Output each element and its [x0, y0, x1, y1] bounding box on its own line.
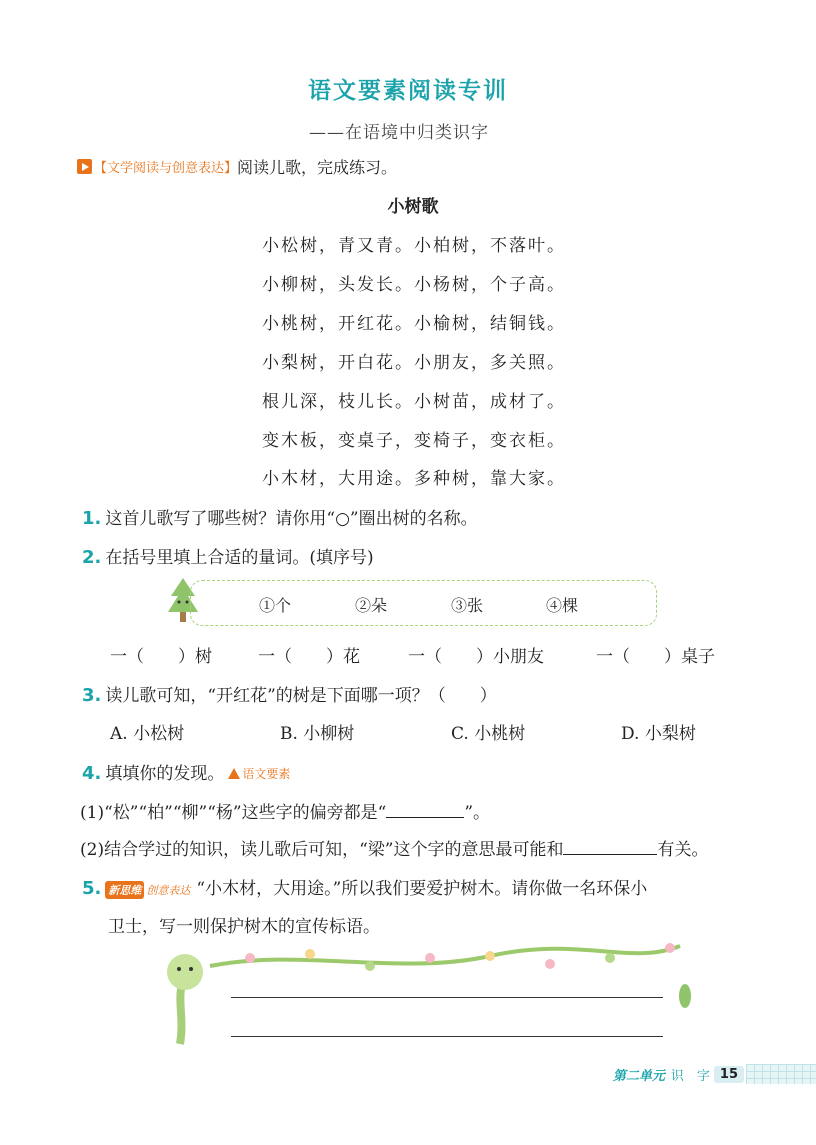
- question-number: 2.: [82, 547, 102, 568]
- poem-line: 变木板，变桌子，变椅子，变衣柜。: [262, 431, 566, 451]
- badge-label: 语文要素: [242, 767, 291, 781]
- poem-line: 小桃树，开红花。小榆树，结铜钱。: [262, 314, 566, 334]
- new-thinking-badge: [105, 881, 190, 899]
- footer-unit: 第二单元: [612, 1069, 665, 1084]
- question-text: 这首儿歌写了哪些树？请你用“○”圈出树的名称。: [105, 509, 478, 529]
- page-footer: [613, 1065, 744, 1084]
- vine-decoration-icon: [150, 936, 700, 1048]
- section-instruction: 阅读儿歌，完成练习。: [237, 158, 398, 177]
- part-text: (2)结合学过的知识，读儿歌后可知，“梁”这个字的意思最可能和: [80, 840, 564, 860]
- play-icon: [77, 159, 92, 174]
- choice-a[interactable]: A. 小松树: [110, 724, 185, 744]
- part-text: (1)“松”“柏”“柳”“杨”这些字的偏旁都是“: [80, 803, 387, 823]
- fill-blank[interactable]: 一（ ）小朋友: [408, 647, 544, 667]
- question-number: 5.: [82, 878, 102, 899]
- fill-blank[interactable]: 一（ ）桌子: [596, 647, 715, 667]
- poem-line: 小松树，青又青。小柏树，不落叶。: [262, 236, 566, 256]
- question-4-part-1: [80, 798, 490, 823]
- footer-section: 识 字: [670, 1069, 710, 1084]
- answer-line[interactable]: [231, 1036, 663, 1037]
- answer-blank[interactable]: [563, 854, 657, 855]
- part-text: 有关。: [657, 840, 709, 860]
- option: ③张: [451, 596, 484, 615]
- page-subtitle: ——在语境中归类识字: [309, 123, 489, 143]
- page-number: 15: [714, 1066, 744, 1083]
- question-number: 4.: [82, 763, 102, 784]
- section-header: [77, 155, 397, 178]
- question-text: 填填你的发现。: [105, 764, 225, 784]
- question-5: [82, 874, 647, 899]
- poem-line: 小梨树，开白花。小朋友，多关照。: [262, 353, 566, 373]
- question-1: [82, 504, 478, 529]
- question-3: [82, 681, 497, 706]
- answer-line[interactable]: [231, 997, 663, 998]
- question-4-part-2: [80, 835, 708, 860]
- poem-line: 根儿深，枝儿长。小树苗，成材了。: [262, 392, 566, 412]
- question-number: 3.: [82, 685, 102, 706]
- question-4: [82, 759, 290, 784]
- answer-blank[interactable]: [386, 817, 464, 818]
- page-title: 语文要素阅读专训: [308, 78, 508, 104]
- poem-line: 小柳树，头发长。小杨树，个子高。: [262, 275, 566, 295]
- fill-blank[interactable]: 一（ ）花: [258, 647, 360, 667]
- warning-icon: [228, 768, 240, 779]
- question-2: [82, 543, 374, 568]
- option: ①个: [259, 596, 292, 615]
- footer-grid: [746, 1064, 816, 1084]
- option: ④棵: [546, 596, 579, 615]
- option: ②朵: [355, 596, 388, 615]
- badge-label: 创意表达: [146, 884, 191, 897]
- poem-line: 小木材，大用途。多种树，靠大家。: [262, 469, 566, 489]
- fill-blank[interactable]: 一（ ）树: [110, 647, 212, 667]
- poem-title: 小树歌: [387, 197, 439, 217]
- question-text: 在括号里填上合适的量词。(填序号): [105, 548, 374, 568]
- question-text: 读儿歌可知，“开红花”的树是下面哪一项？（ ）: [105, 686, 497, 706]
- question-5-cont: 卫士，写一则保护树木的宣传标语。: [108, 917, 380, 937]
- choice-c[interactable]: C. 小桃树: [451, 724, 526, 744]
- choice-d[interactable]: D. 小梨树: [621, 724, 696, 744]
- question-text: “小木材，大用途。”所以我们要爱护树木。请你做一名环保小: [196, 879, 648, 899]
- part-text: ”。: [464, 803, 491, 823]
- choice-b[interactable]: B. 小柳树: [280, 724, 355, 744]
- element-badge: [228, 765, 290, 782]
- badge-new: 新思维: [105, 881, 144, 899]
- section-tag: 【文学阅读与创意表达】: [94, 161, 238, 176]
- question-number: 1.: [82, 508, 102, 529]
